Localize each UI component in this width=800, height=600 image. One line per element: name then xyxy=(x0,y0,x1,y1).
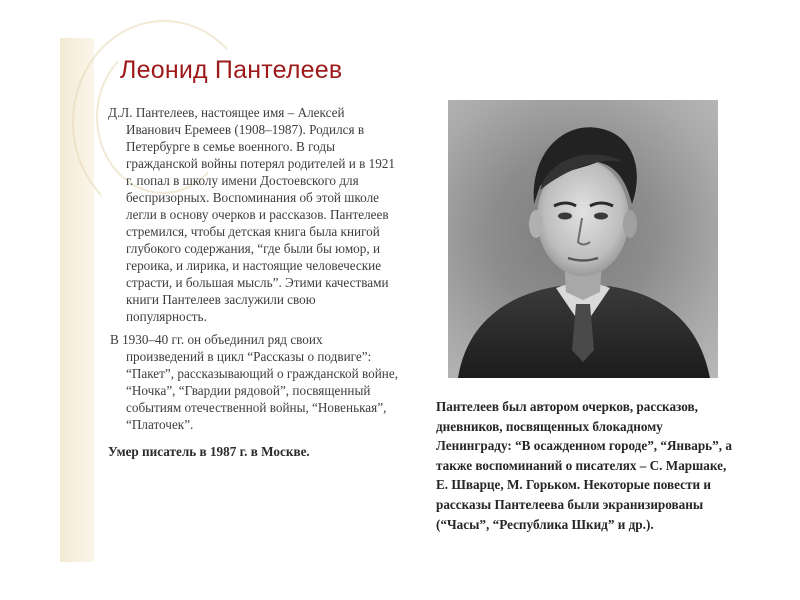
biography-text xyxy=(108,104,398,465)
biography-paragraph: Д.Л. Пантелеев, настоящее имя – Алексей Иванович Еремеев (1908–1987). Родился в Петербурге в семье военного. В годы гражданской войны потерял родителей и в 1921 г. попал в школу имени Достоевского для беспризорных. Воспоминания об этой школе легли в основу очерков и рассказов. Пантелеев стремился, чтобы детская книга была книгой глубокого содержания, “где были бы юмор, и героика, и лирика, и настоящие человеческие страсти, и большая мысль”. Этими качествами книги Пантелеев заслужили свою популярность. xyxy=(108,105,395,324)
portrait-photo xyxy=(448,100,718,378)
caption-text: Пантелеев был автором очерков, рассказов, дневников, посвященных блокадному Ленинграду: “В осажденном городе”, “Январь”, а также воспоминаний о писателях – С. Маршаке, Е. Шварце, М. Горьком. Некоторые повести и рассказы Пантелеева были экранизированы (“Часы”, “Республика Шкид” и др.). xyxy=(436,399,732,532)
slide-title: Леонид Пантелеев xyxy=(120,56,343,84)
death-note: Умер писатель в 1987 г. в Москве. xyxy=(108,444,310,459)
biography-paragraph: В 1930–40 гг. он объединил ряд своих произведений в цикл “Рассказы о подвиге”: “Пакет”, рассказывающий о гражданской войне, “Ночка”, “Гвардии рядовой”, посвященный событиям отечественной войны, “Новенькая”, “Платочек”. xyxy=(110,332,398,432)
portrait-illustration xyxy=(448,100,718,378)
